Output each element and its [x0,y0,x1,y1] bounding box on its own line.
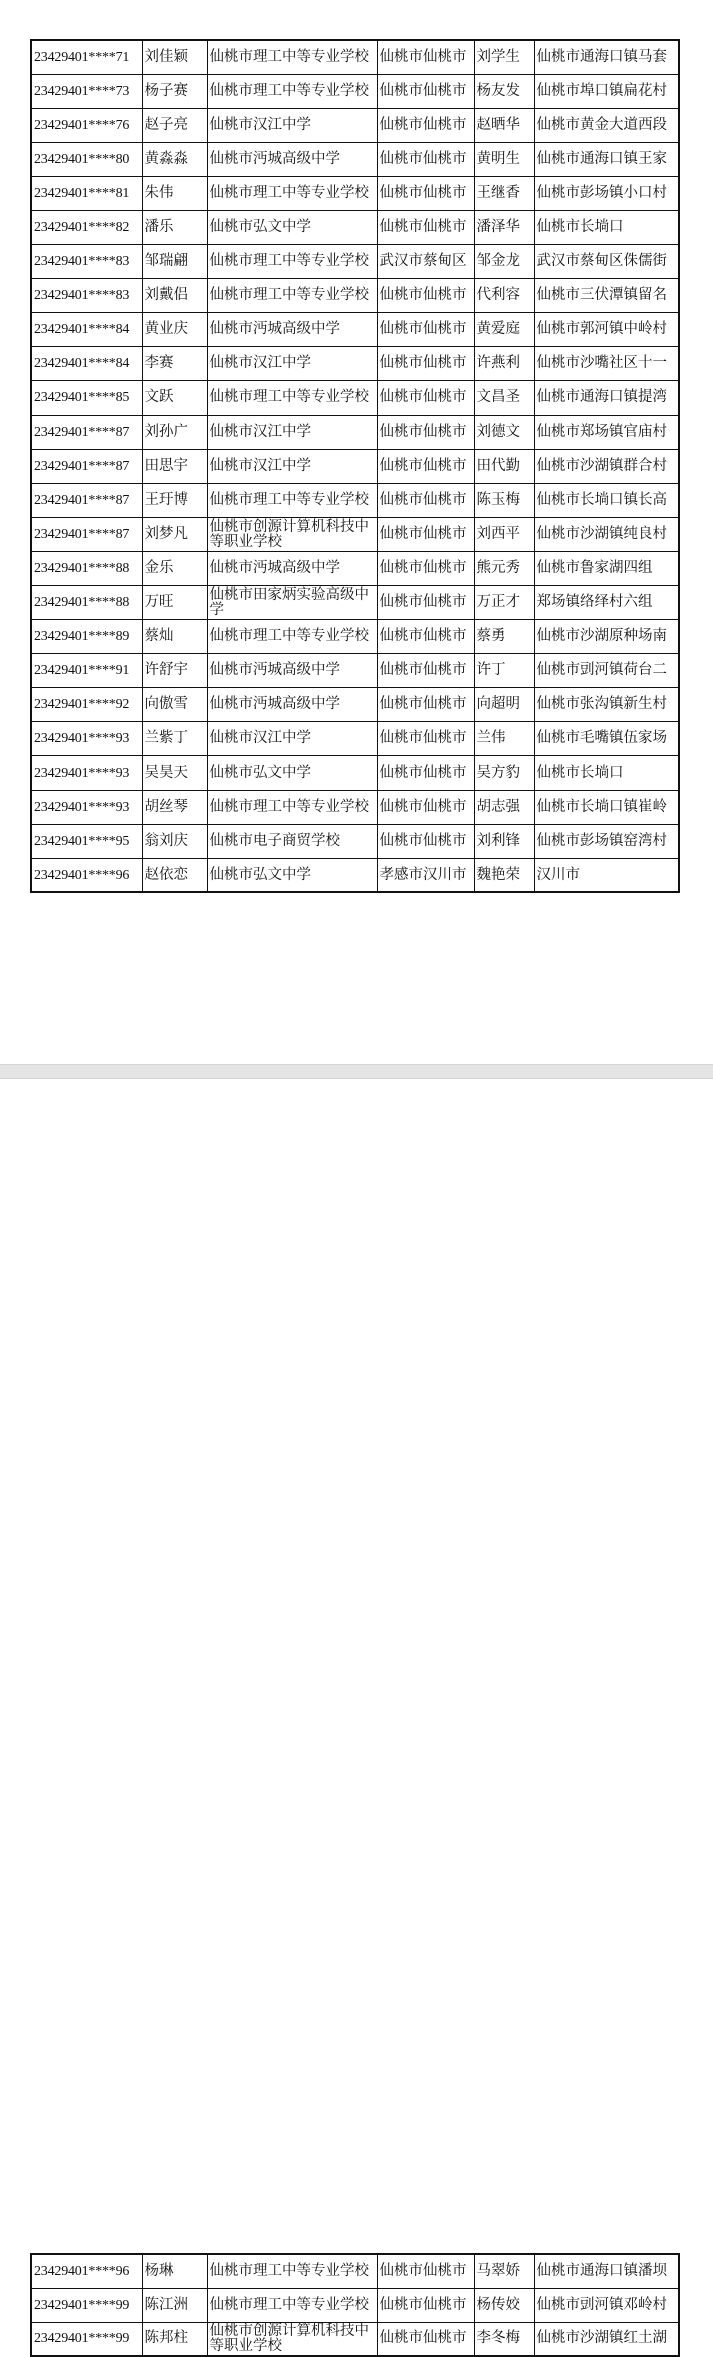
table-row [31,108,679,142]
address-cell: 武汉市蔡甸区侏儒街 [534,245,679,279]
student-id-cell: 23429401****95 [31,824,142,858]
school-cell: 仙桃市沔城高级中学 [207,688,377,722]
student-id-cell: 23429401****81 [31,176,142,210]
address-cell: 仙桃市郑场镇官庙村 [534,415,679,449]
page-break-divider [0,1064,713,1079]
student-name-cell: 陈江洲 [142,2288,207,2322]
student-name-cell: 刘梦凡 [142,517,207,551]
school-cell: 仙桃市理工中等专业学校 [207,176,377,210]
document-page-1 [0,0,713,1064]
school-cell: 仙桃市理工中等专业学校 [207,790,377,824]
student-id-cell: 23429401****96 [31,858,142,892]
table-row [31,722,679,756]
guardian-name-cell: 邹金龙 [474,245,534,279]
guardian-name-cell: 马翠娇 [474,2254,534,2288]
student-id-cell: 23429401****93 [31,722,142,756]
table-row [31,176,679,210]
student-id-cell: 23429401****80 [31,142,142,176]
address-cell: 郑场镇络绎村六组 [534,586,679,620]
region-cell: 仙桃市仙桃市 [377,2322,474,2356]
school-cell: 仙桃市理工中等专业学校 [207,483,377,517]
region-cell: 武汉市蔡甸区 [377,245,474,279]
table-row [31,824,679,858]
address-cell: 仙桃市长埫口镇崔岭 [534,790,679,824]
address-cell: 仙桃市鲁家湖四组 [534,551,679,585]
school-cell: 仙桃市汉江中学 [207,347,377,381]
student-name-cell: 杨琳 [142,2254,207,2288]
table-row [31,415,679,449]
student-name-cell: 朱伟 [142,176,207,210]
address-cell: 仙桃市通海口镇提湾 [534,381,679,415]
student-id-cell: 23429401****93 [31,790,142,824]
table-row [31,586,679,620]
region-cell: 仙桃市仙桃市 [377,279,474,313]
guardian-name-cell: 刘利锋 [474,824,534,858]
guardian-name-cell: 魏艳荣 [474,858,534,892]
guardian-name-cell: 代利容 [474,279,534,313]
address-cell: 仙桃市长埫口 [534,756,679,790]
table-row [31,517,679,551]
guardian-name-cell: 文昌圣 [474,381,534,415]
address-cell: 仙桃市沙嘴社区十一 [534,347,679,381]
guardian-name-cell: 熊元秀 [474,551,534,585]
student-name-cell: 赵子亮 [142,108,207,142]
guardian-name-cell: 黄明生 [474,142,534,176]
table-row [31,483,679,517]
student-id-cell: 23429401****93 [31,756,142,790]
table-row [31,210,679,244]
student-name-cell: 向傲雪 [142,688,207,722]
student-id-cell: 23429401****84 [31,347,142,381]
student-name-cell: 黄淼淼 [142,142,207,176]
guardian-name-cell: 杨友发 [474,74,534,108]
table-row [31,2254,679,2288]
school-cell: 仙桃市理工中等专业学校 [207,279,377,313]
region-cell: 仙桃市仙桃市 [377,313,474,347]
school-cell: 仙桃市田家炳实验高级中学 [207,586,377,620]
student-id-cell: 23429401****71 [31,40,142,74]
region-cell: 仙桃市仙桃市 [377,688,474,722]
address-cell: 仙桃市彭场镇小口村 [534,176,679,210]
table-row [31,790,679,824]
region-cell: 仙桃市仙桃市 [377,108,474,142]
student-roster-table-continued [30,2253,680,2357]
school-cell: 仙桃市汉江中学 [207,108,377,142]
school-cell: 仙桃市电子商贸学校 [207,824,377,858]
student-name-cell: 文跃 [142,381,207,415]
student-id-cell: 23429401****87 [31,483,142,517]
guardian-name-cell: 兰伟 [474,722,534,756]
address-cell: 仙桃市长埫口 [534,210,679,244]
student-id-cell: 23429401****87 [31,449,142,483]
student-name-cell: 黄业庆 [142,313,207,347]
school-cell: 仙桃市创源计算机科技中等职业学校 [207,2322,377,2356]
address-cell: 仙桃市沙湖镇群合村 [534,449,679,483]
school-cell: 仙桃市创源计算机科技中等职业学校 [207,517,377,551]
student-id-cell: 23429401****87 [31,517,142,551]
region-cell: 仙桃市仙桃市 [377,2254,474,2288]
address-cell: 仙桃市三伏潭镇留名 [534,279,679,313]
region-cell: 仙桃市仙桃市 [377,790,474,824]
guardian-name-cell: 李冬梅 [474,2322,534,2356]
address-cell: 仙桃市剅河镇邓岭村 [534,2288,679,2322]
student-id-cell: 23429401****92 [31,688,142,722]
school-cell: 仙桃市理工中等专业学校 [207,620,377,654]
student-name-cell: 陈邦柱 [142,2322,207,2356]
student-name-cell: 杨子赛 [142,74,207,108]
roster-table-body [31,40,679,892]
region-cell: 仙桃市仙桃市 [377,415,474,449]
student-name-cell: 潘乐 [142,210,207,244]
student-name-cell: 李赛 [142,347,207,381]
school-cell: 仙桃市弘文中学 [207,210,377,244]
region-cell: 仙桃市仙桃市 [377,381,474,415]
guardian-name-cell: 陈玉梅 [474,483,534,517]
address-cell: 仙桃市埠口镇扁花村 [534,74,679,108]
region-cell: 仙桃市仙桃市 [377,40,474,74]
region-cell: 仙桃市仙桃市 [377,210,474,244]
student-id-cell: 23429401****89 [31,620,142,654]
student-id-cell: 23429401****91 [31,654,142,688]
guardian-name-cell: 刘西平 [474,517,534,551]
student-name-cell: 刘孙广 [142,415,207,449]
address-cell: 仙桃市沙湖镇红土湖 [534,2322,679,2356]
student-name-cell: 吴昊天 [142,756,207,790]
guardian-name-cell: 王继香 [474,176,534,210]
region-cell: 仙桃市仙桃市 [377,824,474,858]
table-row [31,654,679,688]
guardian-name-cell: 刘学生 [474,40,534,74]
school-cell: 仙桃市汉江中学 [207,415,377,449]
address-cell: 仙桃市毛嘴镇伍家场 [534,722,679,756]
address-cell: 仙桃市沙湖原种场南 [534,620,679,654]
region-cell: 仙桃市仙桃市 [377,517,474,551]
address-cell: 汉川市 [534,858,679,892]
table-row [31,449,679,483]
table-row [31,142,679,176]
school-cell: 仙桃市理工中等专业学校 [207,381,377,415]
student-id-cell: 23429401****84 [31,313,142,347]
guardian-name-cell: 田代勤 [474,449,534,483]
region-cell: 仙桃市仙桃市 [377,620,474,654]
school-cell: 仙桃市理工中等专业学校 [207,74,377,108]
guardian-name-cell: 赵晒华 [474,108,534,142]
school-cell: 仙桃市弘文中学 [207,756,377,790]
student-name-cell: 金乐 [142,551,207,585]
table-row [31,74,679,108]
school-cell: 仙桃市理工中等专业学校 [207,245,377,279]
student-id-cell: 23429401****99 [31,2288,142,2322]
address-cell: 仙桃市黄金大道西段 [534,108,679,142]
guardian-name-cell: 潘泽华 [474,210,534,244]
table-row [31,2288,679,2322]
school-cell: 仙桃市理工中等专业学校 [207,40,377,74]
region-cell: 仙桃市仙桃市 [377,2288,474,2322]
student-name-cell: 蔡灿 [142,620,207,654]
address-cell: 仙桃市彭场镇窑湾村 [534,824,679,858]
student-id-cell: 23429401****82 [31,210,142,244]
student-name-cell: 刘佳颖 [142,40,207,74]
student-id-cell: 23429401****88 [31,551,142,585]
address-cell: 仙桃市通海口镇王家 [534,142,679,176]
student-id-cell: 23429401****83 [31,245,142,279]
guardian-name-cell: 黄爱庭 [474,313,534,347]
guardian-name-cell: 许丁 [474,654,534,688]
table-row [31,313,679,347]
student-id-cell: 23429401****96 [31,2254,142,2288]
region-cell: 仙桃市仙桃市 [377,176,474,210]
guardian-name-cell: 蔡勇 [474,620,534,654]
region-cell: 仙桃市仙桃市 [377,142,474,176]
student-name-cell: 许舒宇 [142,654,207,688]
region-cell: 仙桃市仙桃市 [377,586,474,620]
region-cell: 仙桃市仙桃市 [377,756,474,790]
school-cell: 仙桃市理工中等专业学校 [207,2288,377,2322]
guardian-name-cell: 吴方豹 [474,756,534,790]
school-cell: 仙桃市沔城高级中学 [207,313,377,347]
student-name-cell: 邹瑞翩 [142,245,207,279]
table-row [31,40,679,74]
region-cell: 孝感市汉川市 [377,858,474,892]
student-id-cell: 23429401****76 [31,108,142,142]
student-name-cell: 赵依恋 [142,858,207,892]
student-name-cell: 王玗博 [142,483,207,517]
student-id-cell: 23429401****88 [31,586,142,620]
table-row [31,551,679,585]
student-id-cell: 23429401****99 [31,2322,142,2356]
student-id-cell: 23429401****87 [31,415,142,449]
address-cell: 仙桃市郭河镇中岭村 [534,313,679,347]
table-row [31,688,679,722]
student-name-cell: 万旺 [142,586,207,620]
document-page-2 [0,1079,713,2355]
address-cell: 仙桃市通海口镇马套 [534,40,679,74]
guardian-name-cell: 杨传姣 [474,2288,534,2322]
region-cell: 仙桃市仙桃市 [377,654,474,688]
guardian-name-cell: 刘德文 [474,415,534,449]
region-cell: 仙桃市仙桃市 [377,483,474,517]
address-cell: 仙桃市剅河镇荷台二 [534,654,679,688]
student-name-cell: 兰紫丁 [142,722,207,756]
address-cell: 仙桃市张沟镇新生村 [534,688,679,722]
address-cell: 仙桃市长埫口镇长高 [534,483,679,517]
table-row [31,2322,679,2356]
guardian-name-cell: 许燕利 [474,347,534,381]
table-row [31,620,679,654]
student-id-cell: 23429401****83 [31,279,142,313]
school-cell: 仙桃市汉江中学 [207,722,377,756]
address-cell: 仙桃市沙湖镇纯良村 [534,517,679,551]
student-name-cell: 胡丝琴 [142,790,207,824]
school-cell: 仙桃市理工中等专业学校 [207,2254,377,2288]
guardian-name-cell: 万正才 [474,586,534,620]
region-cell: 仙桃市仙桃市 [377,74,474,108]
guardian-name-cell: 胡志强 [474,790,534,824]
address-cell: 仙桃市通海口镇潘坝 [534,2254,679,2288]
school-cell: 仙桃市沔城高级中学 [207,654,377,688]
table-row [31,279,679,313]
region-cell: 仙桃市仙桃市 [377,551,474,585]
student-id-cell: 23429401****73 [31,74,142,108]
roster-table-body [31,2254,679,2356]
region-cell: 仙桃市仙桃市 [377,347,474,381]
region-cell: 仙桃市仙桃市 [377,722,474,756]
student-id-cell: 23429401****85 [31,381,142,415]
student-roster-table [30,39,680,893]
school-cell: 仙桃市沔城高级中学 [207,142,377,176]
student-name-cell: 翁刘庆 [142,824,207,858]
table-row [31,381,679,415]
student-name-cell: 田思宇 [142,449,207,483]
student-name-cell: 刘戴侣 [142,279,207,313]
table-row [31,756,679,790]
table-row [31,347,679,381]
table-row [31,245,679,279]
school-cell: 仙桃市沔城高级中学 [207,551,377,585]
school-cell: 仙桃市汉江中学 [207,449,377,483]
guardian-name-cell: 向超明 [474,688,534,722]
table-row [31,858,679,892]
school-cell: 仙桃市弘文中学 [207,858,377,892]
region-cell: 仙桃市仙桃市 [377,449,474,483]
